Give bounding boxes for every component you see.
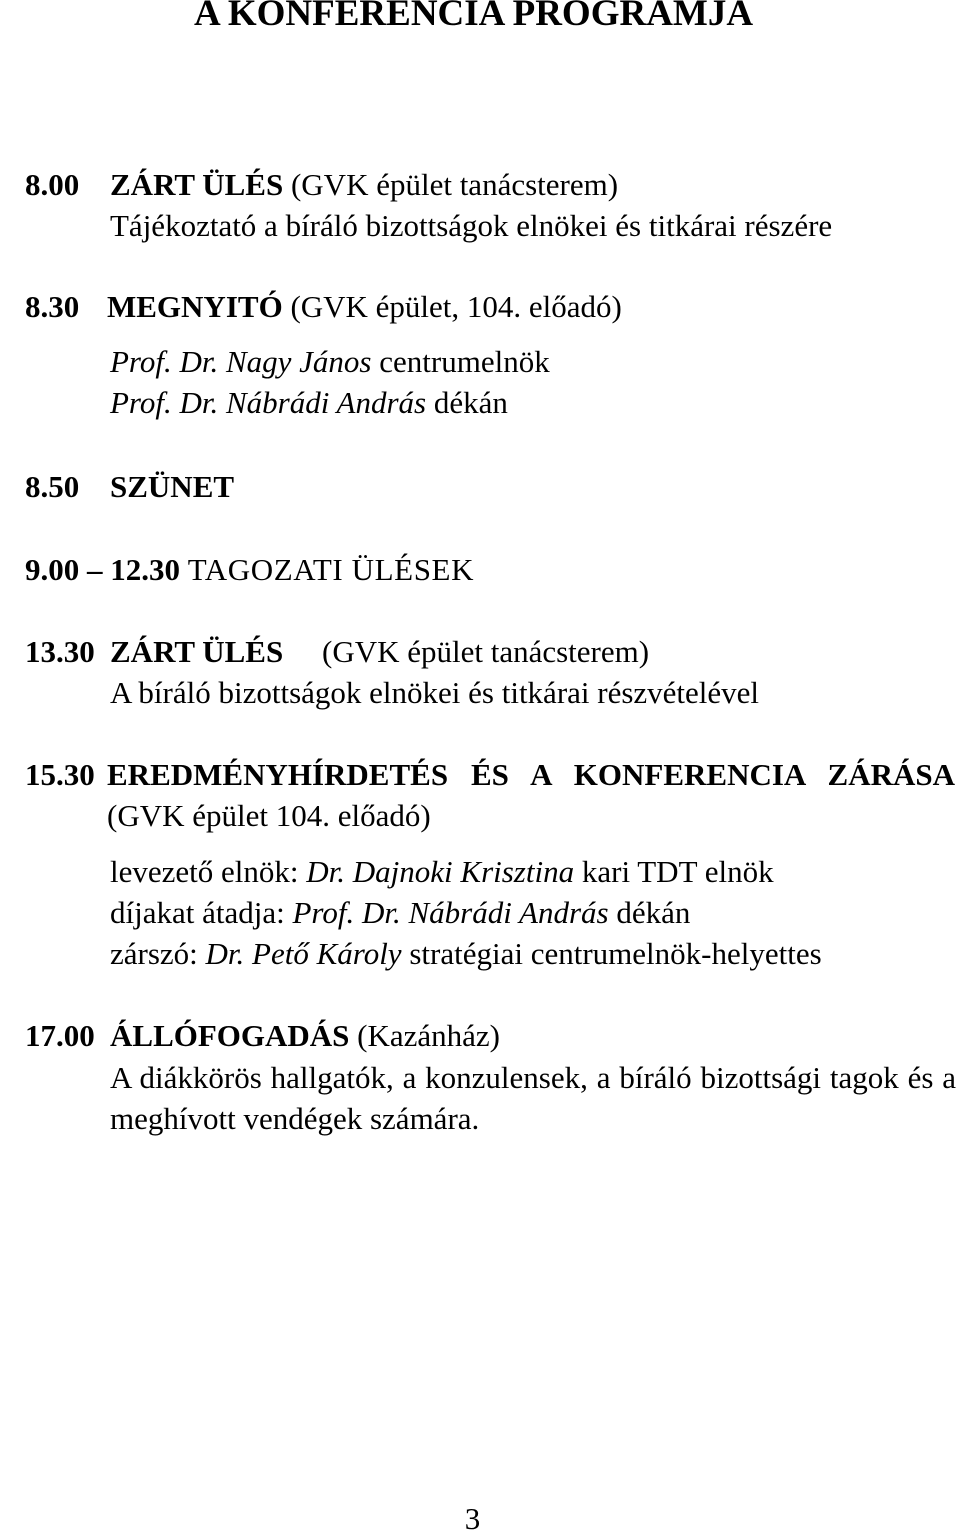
session-heading	[107, 286, 622, 327]
session-time: 8.30	[25, 289, 80, 324]
role-name: Prof. Dr. Nábrádi András	[292, 895, 609, 930]
session-title: MEGNYITÓ	[107, 289, 283, 324]
session-title: ZÁRT ÜLÉS	[110, 167, 284, 202]
session-location: (GVK épület tanácsterem)	[290, 167, 619, 202]
page-title: A KONFERENCIA PROGRAMJA	[193, 0, 754, 34]
session-heading	[110, 164, 618, 205]
session-time: 13.30	[25, 634, 95, 669]
session-location: (Kazánház)	[357, 1018, 501, 1053]
speaker-name: Prof. Dr. Nábrádi András	[110, 385, 427, 420]
role-label: zárszó:	[110, 936, 198, 971]
speaker-line	[110, 341, 550, 382]
role-line	[110, 933, 822, 974]
session-location: (GVK épület tanácsterem)	[322, 634, 650, 669]
session-description: Tájékoztató a bíráló bizottságok elnökei és titkárai részére	[110, 208, 833, 243]
role-label: díjakat átadja:	[110, 895, 285, 930]
session-description: A bíráló bizottságok elnökei és titkárai részvételével	[110, 675, 760, 710]
role-name: Dr. Pető Károly	[205, 936, 402, 971]
session-heading	[110, 1015, 500, 1056]
session-location: (GVK épület 104. előadó)	[107, 798, 431, 833]
session-title: ZÁRT ÜLÉS	[110, 634, 284, 669]
speaker-role: dékán	[433, 385, 508, 420]
session-heading	[25, 549, 474, 590]
role-name: Dr. Dajnoki Krisztina	[306, 854, 575, 889]
session-title: ÁLLÓFOGADÁS	[110, 1018, 350, 1053]
page-number: 3	[464, 1501, 481, 1536]
speaker-line	[110, 382, 508, 423]
session-time: 8.00	[25, 167, 80, 202]
session-time: 9.00 – 12.30	[25, 552, 180, 587]
session-location: (GVK épület, 104. előadó)	[290, 289, 622, 324]
session-title: TAGOZATI ÜLÉSEK	[187, 552, 475, 587]
role-position: kari TDT elnök	[581, 854, 774, 889]
session-description: A diákkörös hallgatók, a konzulensek, a bíráló bizottsági tagok és a	[110, 1060, 956, 1095]
session-time: 8.50	[25, 469, 80, 504]
session-title: EREDMÉNYHÍRDETÉS ÉS A KONFERENCIA ZÁRÁSA	[107, 757, 955, 792]
session-time: 17.00	[25, 1018, 95, 1053]
role-position: dékán	[616, 895, 691, 930]
role-label: levezető elnök:	[110, 854, 299, 889]
session-description: meghívott vendégek számára.	[110, 1101, 480, 1136]
role-line	[110, 892, 690, 933]
session-title: SZÜNET	[110, 469, 235, 504]
speaker-role: centrumelnök	[379, 344, 550, 379]
session-time: 15.30	[25, 757, 95, 792]
role-position: stratégiai centrumelnök-helyettes	[409, 936, 822, 971]
speaker-name: Prof. Dr. Nagy János	[110, 344, 372, 379]
role-line	[110, 851, 774, 892]
